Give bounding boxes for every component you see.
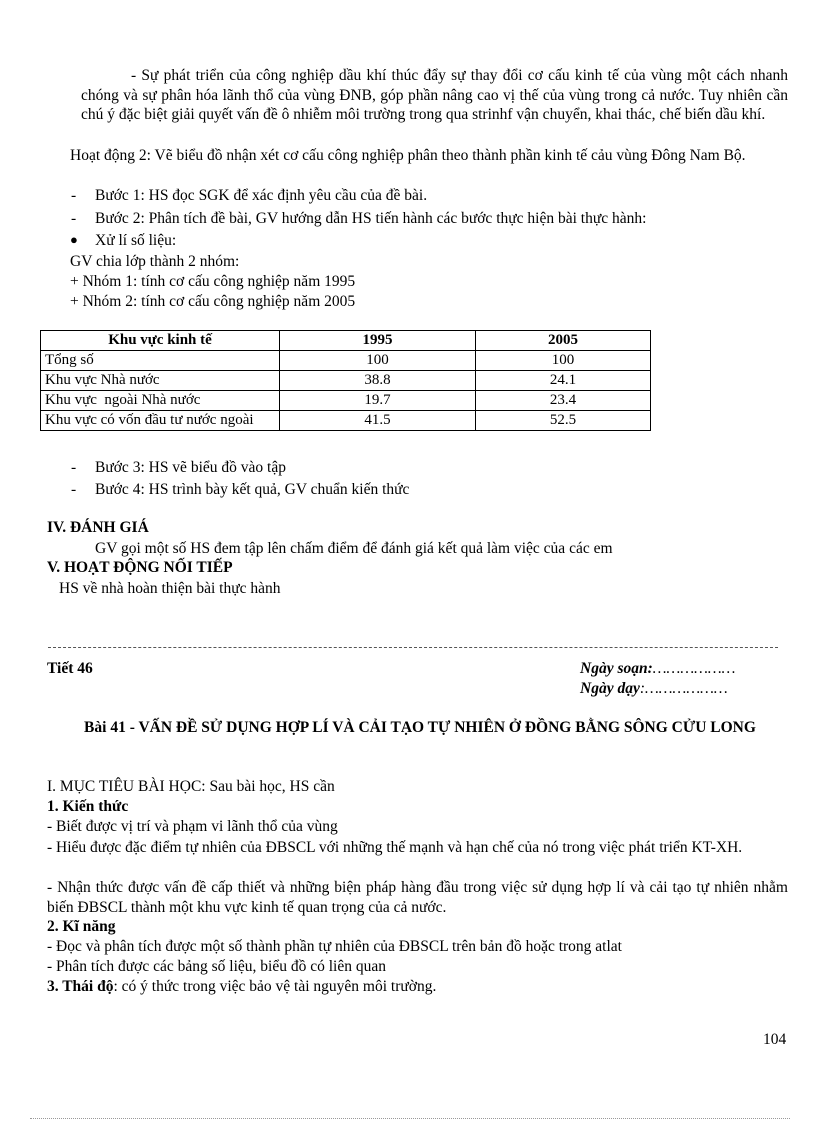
page-bottom-border <box>30 1118 790 1119</box>
teach-date <box>580 679 728 699</box>
objectives-heading-rest: : Sau bài học, HS cần <box>201 778 335 795</box>
value-1995: 41.5 <box>280 411 476 431</box>
intro-paragraph: - Sự phát triển của công nghiệp dầu khí thúc đẩy sự thay đổi cơ cấu kinh tế của vùng một cách nhanh chóng và sự phân hóa lãnh thổ của vùng ĐNB, góp phần nâng cao vị thế của vùng trong cả nước. Tuy nhiên cần chú ý đặc biệt giải quyết vấn đề ô nhiễm môi trường trong qua strinhf vận chuyển, khai thác, chế biến dầu khí. <box>81 67 788 123</box>
step-1: Bước 1: HS đọc SGK để xác định yêu cầu của đề bài. <box>95 187 428 204</box>
header-sector: Khu vực kinh tế <box>41 331 280 351</box>
prep-date-label: Ngày soạn: <box>580 660 653 677</box>
table-row <box>41 351 651 371</box>
class-split-text: GV chia lớp thành 2 nhóm: <box>70 253 240 270</box>
activity-2-text: Hoạt động 2: Vẽ biểu đồ nhận xét cơ cấu công nghiệp phân theo thành phần kinh tế cảu vùng Đông Nam Bộ. <box>70 147 746 164</box>
value-2005: 24.1 <box>476 371 651 391</box>
dash-bullet: - <box>71 459 77 476</box>
table-header-row <box>41 331 651 351</box>
period-label: Tiết 46 <box>47 660 93 677</box>
value-1995: 38.8 <box>280 371 476 391</box>
prep-date-value: ……………… <box>652 660 736 677</box>
process-data-label: Xử lí số liệu: <box>95 232 177 249</box>
value-2005: 100 <box>476 351 651 371</box>
followup-text: HS về nhà hoàn thiện bài thực hành <box>59 580 281 597</box>
bullet-dot-icon: ● <box>70 232 78 247</box>
value-2005: 52.5 <box>476 411 651 431</box>
table-row <box>41 391 651 411</box>
attitude-line <box>47 977 436 997</box>
skills-item-1: - Đọc và phân tích được một số thành phần tự nhiên của ĐBSCL trên bản đồ hoặc trong atlat <box>47 938 622 955</box>
section-divider <box>48 647 778 648</box>
skills-heading: 2. Kĩ năng <box>47 918 116 935</box>
objectives-heading-main: I. MỤC TIÊU BÀI HỌC <box>47 778 202 795</box>
knowledge-item-2: - Hiểu được đặc điểm tự nhiên của ĐBSCL với những thế mạnh và hạn chế của nó trong việc phát triển KT-XH. <box>47 839 743 856</box>
table-row <box>41 371 651 391</box>
skills-item-2: - Phân tích được các bảng số liệu, biểu đồ có liên quan <box>47 958 386 975</box>
dash-bullet: - <box>71 210 77 227</box>
knowledge-item-3: - Nhận thức được vấn đề cấp thiết và những biện pháp hàng đầu trong việc sử dụng hợp lí và cải tạo tự nhiên nhằm biến ĐBSCL thành một khu vực kinh tế quan trọng của cả nước. <box>47 879 788 916</box>
step-3: Bước 3: HS vẽ biểu đồ vào tập <box>95 459 286 476</box>
dash-bullet: - <box>71 481 77 498</box>
lesson-title: Bài 41 - VẤN ĐỀ SỬ DỤNG HỢP LÍ VÀ CẢI TẠO TỰ NHIÊN Ở ĐỒNG BẰNG SÔNG CỬU LONG <box>84 719 756 736</box>
group-2-text: + Nhóm 2: tính cơ cấu công nghiệp năm 2005 <box>70 293 356 310</box>
value-2005: 23.4 <box>476 391 651 411</box>
dash-bullet: - <box>71 187 77 204</box>
page-number: 104 <box>763 1031 787 1048</box>
header-1995: 1995 <box>280 331 476 351</box>
industry-structure-table <box>40 330 651 431</box>
value-1995: 19.7 <box>280 391 476 411</box>
prep-date <box>580 659 735 679</box>
objectives-heading <box>47 777 335 797</box>
evaluation-text: GV gọi một số HS đem tập lên chấm điểm để đánh giá kết quả làm việc của các em <box>95 540 613 557</box>
value-1995: 100 <box>280 351 476 371</box>
teach-date-value: :……………… <box>639 680 728 697</box>
followup-heading: V. HOẠT ĐỘNG NỐI TIẾP <box>47 559 233 576</box>
row-label: Khu vực Nhà nước <box>41 371 280 391</box>
step-4: Bước 4: HS trình bày kết quả, GV chuẩn kiến thức <box>95 481 410 498</box>
row-label: Khu vực ngoài Nhà nước <box>41 391 280 411</box>
step-2: Bước 2: Phân tích đề bài, GV hướng dẫn HS tiến hành các bước thực hiện bài thực hành: <box>95 210 647 227</box>
row-label: Khu vực có vốn đầu tư nước ngoài <box>41 411 280 431</box>
teach-date-label: Ngày dạy <box>580 680 640 697</box>
knowledge-item-1: - Biết được vị trí và phạm vi lãnh thổ của vùng <box>47 818 338 835</box>
evaluation-heading: IV. ĐÁNH GIÁ <box>47 519 149 536</box>
row-label: Tổng số <box>41 351 280 371</box>
group-1-text: + Nhóm 1: tính cơ cấu công nghiệp năm 1995 <box>70 273 356 290</box>
attitude-text: : có ý thức trong việc bảo vệ tài nguyên môi trường. <box>113 978 437 995</box>
header-2005: 2005 <box>476 331 651 351</box>
table-row <box>41 411 651 431</box>
attitude-heading: 3. Thái độ <box>47 978 114 995</box>
knowledge-heading: 1. Kiến thức <box>47 798 129 815</box>
